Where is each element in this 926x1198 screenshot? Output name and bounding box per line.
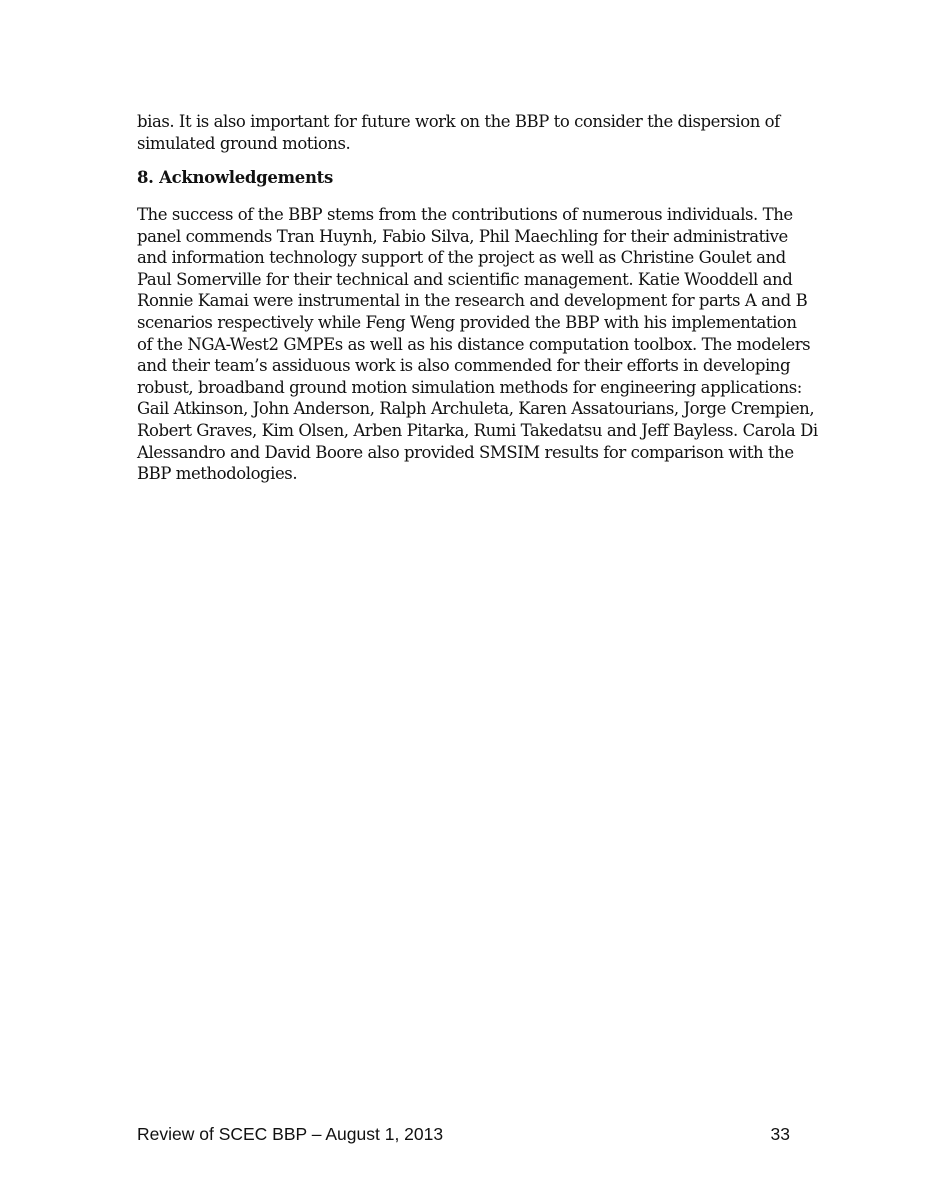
- paragraph-line: and their team’s assiduous work is also commended for their efforts in developing: [137, 356, 791, 376]
- acknowledgements-paragraph: [137, 204, 818, 485]
- footer-title: Review of SCEC BBP – August 1, 2013: [137, 1124, 444, 1144]
- paragraph-line: scenarios respectively while Feng Weng provided the BBP with his implementation: [137, 312, 797, 332]
- paragraph-line: simulated ground motions.: [137, 133, 351, 153]
- paragraph-line: and information technology support of the project as well as Christine Goulet and: [137, 248, 786, 268]
- paragraph-line: Gail Atkinson, John Anderson, Ralph Archuleta, Karen Assatourians, Jorge Crempien,: [137, 399, 815, 419]
- paragraph-line: of the NGA-West2 GMPEs as well as his distance computation toolbox. The modelers: [137, 334, 811, 354]
- paragraph-line: The success of the BBP stems from the contributions of numerous individuals. The: [137, 205, 793, 224]
- paragraph-line: Robert Graves, Kim Olsen, Arben Pitarka, Rumi Takedatsu and Jeff Bayless. Carola Di: [137, 420, 818, 440]
- paragraph-line: Alessandro and David Boore also provided SMSIM results for comparison with the: [137, 442, 794, 462]
- paragraph-line: panel commends Tran Huynh, Fabio Silva, Phil Maechling for their administrative: [137, 226, 788, 246]
- paragraph-line: bias. It is also important for future work on the BBP to consider the dispersion of: [137, 112, 780, 131]
- paragraph-line: Paul Somerville for their technical and scientific management. Katie Wooddell and: [137, 269, 793, 289]
- page-number: 33: [770, 1124, 790, 1144]
- section-heading: 8. Acknowledgements: [137, 168, 333, 187]
- paragraph-line: Ronnie Kamai were instrumental in the research and development for parts A and B: [137, 291, 808, 311]
- paragraph-line: robust, broadband ground motion simulation methods for engineering applications:: [137, 377, 802, 397]
- paragraph-line: BBP methodologies.: [137, 464, 298, 484]
- top-paragraph: [137, 111, 792, 154]
